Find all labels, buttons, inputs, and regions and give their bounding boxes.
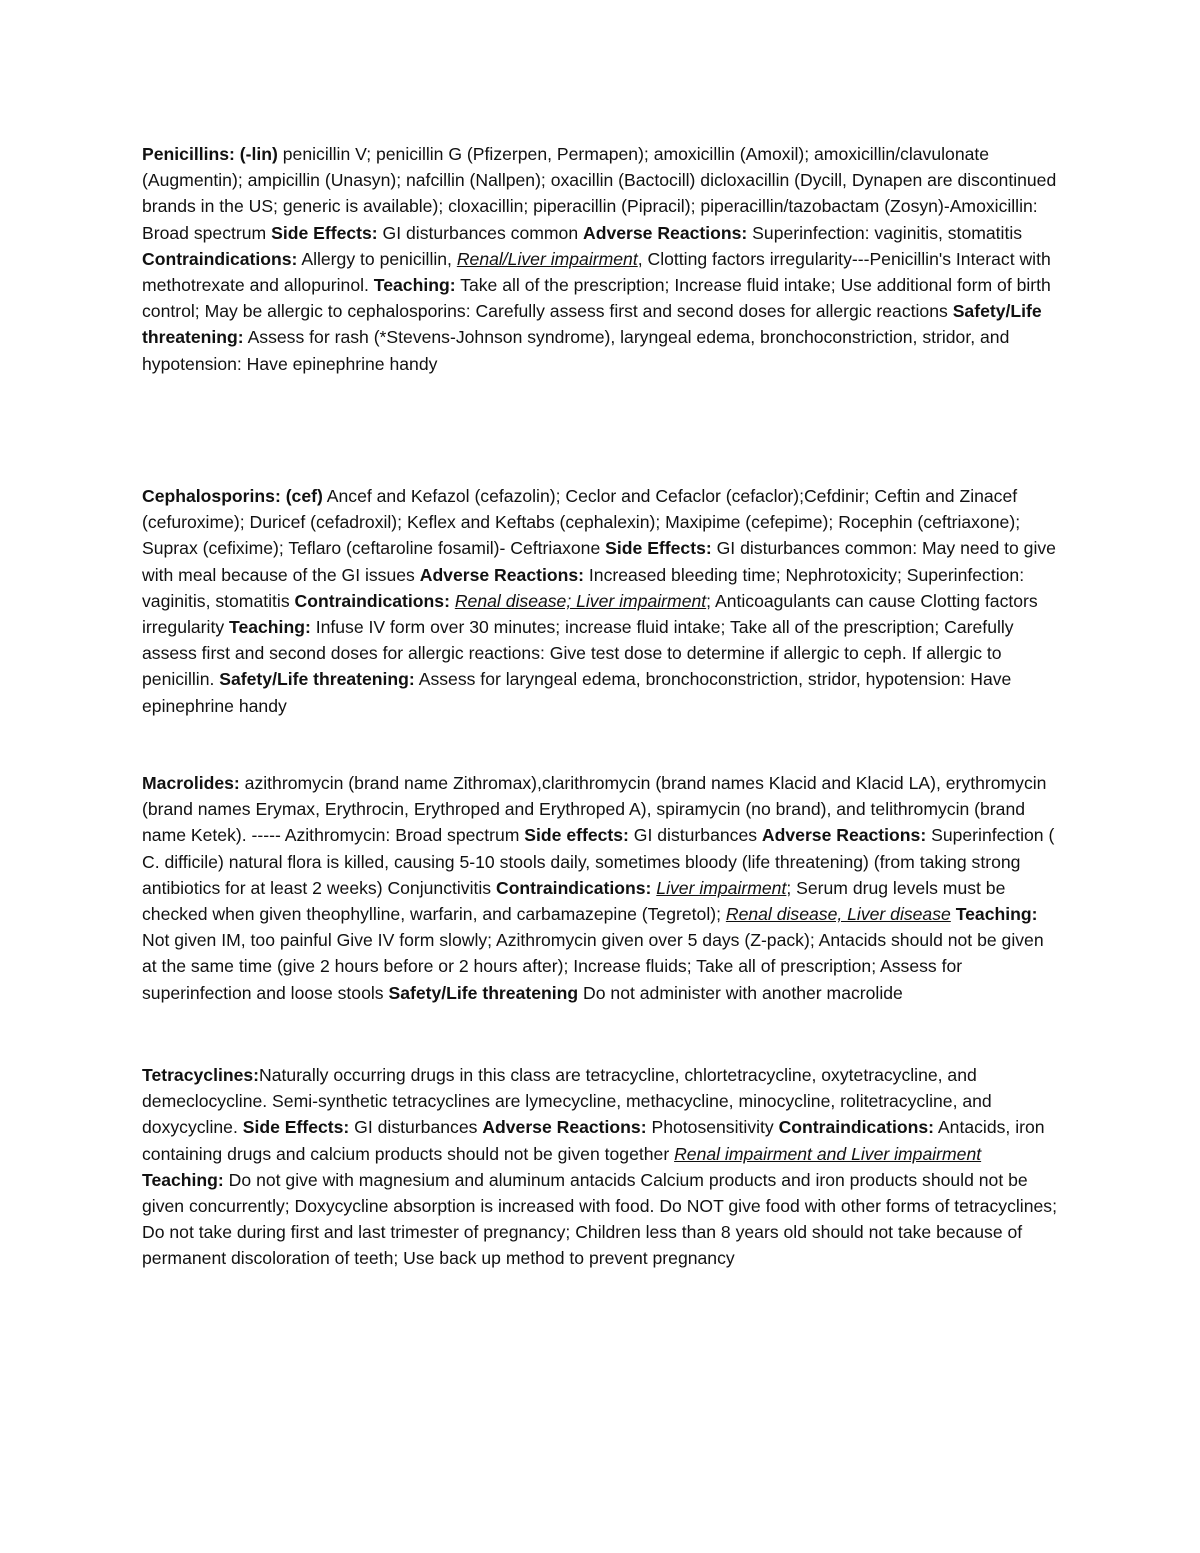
bold-heading-text: Adverse Reactions: <box>583 222 748 243</box>
bold-heading-text: Safety/Life threatening <box>388 982 579 1003</box>
underlined-italic-text: Renal disease; Liver impairment <box>454 590 707 611</box>
underlined-italic-text: Renal impairment and Liver impairment <box>674 1143 982 1164</box>
bold-heading-text: Teaching: <box>229 617 311 638</box>
bold-heading-text: Contraindications: <box>294 590 450 611</box>
body-text: Infuse IV form over 30 minutes; increase fluid intake; Take all of the prescription; Carefully assess first and second doses for allergic reactions: Give test dose to determine if allergic to ceph. If allergic to penicillin. <box>142 617 1014 690</box>
bold-heading-text: Side Effects: <box>242 1117 350 1138</box>
bold-heading-text: Side Effects: <box>271 222 378 243</box>
bold-heading-text: Side effects: <box>524 825 629 846</box>
body-text: Not given IM, too painful Give IV form slowly; Azithromycin given over 5 days (Z-pack); Antacids should not be given at the same time (give 2 hours before or 2 hours after); Increase fluids; Take all of prescription; Assess for superinfection and loose stools <box>142 930 1044 1003</box>
body-text: Superinfection: vaginitis, stomatitis <box>747 222 1023 243</box>
bold-heading-text: Adverse Reactions: <box>482 1117 647 1138</box>
body-text: Do not give with magnesium and aluminum antacids Calcium products and iron products should not be given concurrently; Doxycycline absorption is increased with food. Do NOT give food with other forms of tetracyclines; Do not take during first and last trimester of pregnancy; Children less than 8 years old should not take because of permanent discoloration of teeth; Use back up method to prevent pregnancy <box>142 1169 1057 1269</box>
body-text: Take all of the prescription; Increase fluid intake; Use additional form of birth control; May be allergic to cephalosporins: Carefully assess first and second doses for allergic reactions <box>142 275 1051 322</box>
bold-heading-text: Teaching: <box>955 904 1038 925</box>
paragraph-tetracyclines <box>142 1062 1058 1272</box>
body-text: Assess for rash (*Stevens-Johnson syndrome), laryngeal edema, bronchoconstriction, stridor, and hypotension: Have epinephrine handy <box>142 327 1010 374</box>
body-text: ; Serum drug levels must be checked when given theophylline, warfarin, and carbamazepine (Tegretol); <box>142 877 1006 925</box>
paragraph-cephalosporins <box>142 483 1058 719</box>
bold-heading-text: Cephalosporins: (cef) <box>142 486 323 506</box>
body-text: Increased bleeding time; Nephrotoxicity; Superinfection: vaginitis, stomatitis <box>142 564 1025 611</box>
bold-heading-text: Macrolides: <box>142 773 240 793</box>
body-text: GI disturbances <box>628 825 762 846</box>
underlined-italic-text: Renal/Liver impairment <box>456 248 638 269</box>
body-text: Assess for laryngeal edema, bronchoconstriction, stridor, hypotension: Have epinephrine handy <box>142 669 1012 716</box>
underlined-italic-text: Liver impairment <box>656 877 787 898</box>
body-text: Do not administer with another macrolide <box>578 982 903 1003</box>
paragraph-penicillins <box>142 141 1058 377</box>
bold-heading-text: Adverse Reactions: <box>761 825 927 846</box>
body-text: Superinfection ( C. difficile) natural flora is killed, causing 5-10 stools daily, sometimes bloody (life threatening) (from taking strong antibiotics for at least 2 weeks) Conjunctivitis <box>142 825 1055 898</box>
body-text: GI disturbances <box>349 1117 483 1138</box>
body-text: Antacids, iron containing drugs and calcium products should not be given together <box>142 1117 1045 1164</box>
bold-heading-text: Contraindications: <box>778 1117 935 1138</box>
body-text: GI disturbances common: May need to give with meal because of the GI issues <box>142 538 1056 585</box>
body-text: penicillin V; penicillin G (Pfizerpen, Permapen); amoxicillin (Amoxil); amoxicillin/clavulonate (Augmentin); ampicillin (Unasyn); nafcillin (Nallpen); oxacillin (Bactocill) dicloxacillin (Dycill, Dynapen are discontinued brands in the US; generic is available); cloxacillin; piperacillin (Pipracil); piperacillin/tazobactam (Zosyn)-Amoxicillin: Broad spectrum <box>142 144 1057 243</box>
underlined-italic-text: Renal disease, Liver disease <box>725 904 951 925</box>
paragraph-macrolides <box>142 770 1058 1006</box>
bold-heading-text: Side Effects: <box>605 538 712 559</box>
bold-heading-text: Teaching: <box>373 275 456 296</box>
body-text: Ancef and Kefazol (cefazolin); Ceclor and Cefaclor (cefaclor);Cefdinir; Ceftin and Zinacef (cefuroxime); Duricef (cefadroxil); Keflex and Keftabs (cephalexin); Maxipime (cefepime); Rocephin (ceftriaxone); Suprax (cefixime); Teflaro (ceftaroline fosamil)- Ceftriaxone <box>142 486 1021 559</box>
bold-heading-text: Tetracyclines: <box>142 1065 260 1085</box>
body-text: azithromycin (brand name Zithromax),clarithromycin (brand names Klacid and Klacid LA), erythromycin (brand names Erymax, Erythrocin, Erythroped and Erythroped A), spiramycin (no brand), and telithromycin (brand name Ketek). ----- Azithromycin: Broad spectrum <box>142 773 1047 846</box>
bold-heading-text: Safety/Life threatening: <box>219 669 415 690</box>
body-text: GI disturbances common <box>377 222 583 243</box>
bold-heading-text: Safety/Life threatening: <box>142 301 1042 348</box>
body-text: Allergy to penicillin, <box>297 248 457 269</box>
bold-heading-text: Penicillins: (-lin) <box>142 144 278 164</box>
bold-heading-text: Contraindications: <box>142 248 298 269</box>
body-text: ; Anticoagulants can cause Clotting factors irregularity <box>142 590 1038 638</box>
bold-heading-text: Adverse Reactions: <box>419 564 585 585</box>
body-text: Naturally occurring drugs in this class are tetracycline, chlortetracycline, oxytetracycline, and demeclocycline. Semi-synthetic tetracyclines are lymecycline, methacycline, minocycline, rolitetracycline, and doxycycline. <box>142 1065 992 1138</box>
body-text: , Clotting factors irregularity---Penicillin's Interact with methotrexate and allopurinol. <box>142 248 1051 296</box>
body-text: Photosensitivity <box>646 1117 779 1138</box>
bold-heading-text: Contraindications: <box>495 877 652 898</box>
bold-heading-text: Teaching: <box>142 1169 224 1190</box>
